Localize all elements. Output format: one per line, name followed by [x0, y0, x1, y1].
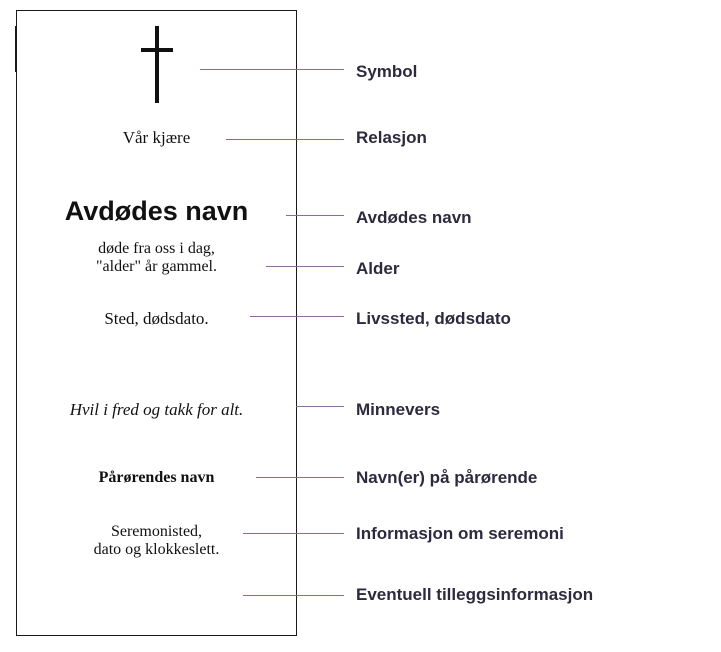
- relation-text: Vår kjære: [122, 128, 191, 147]
- leader-line-ceremony: [243, 533, 344, 534]
- label-relatives: Navn(er) på pårørende: [356, 468, 538, 487]
- place-date-text: Sted, dødsdato.: [104, 309, 209, 328]
- leader-line-relation: [226, 139, 344, 140]
- leader-line-name: [286, 215, 344, 216]
- age-line-1: døde fra oss i dag,: [98, 240, 215, 257]
- edge-mark: [15, 26, 17, 72]
- ceremony-text: [16, 523, 297, 559]
- leader-line-extra: [243, 595, 344, 596]
- leader-line-symbol: [200, 69, 344, 70]
- leader-line-relatives: [256, 477, 344, 478]
- label-extra: Eventuell tilleggsinformasjon: [356, 585, 594, 604]
- leader-line-age: [266, 266, 344, 267]
- label-symbol: Symbol: [356, 62, 418, 81]
- deceased-name-text: Avdødes navn: [64, 196, 249, 226]
- label-ceremony: Informasjon om seremoni: [356, 524, 564, 543]
- memorial-verse-text: Hvil i fred og takk for alt.: [69, 400, 244, 419]
- relatives-text: Pårørendes navn: [98, 469, 215, 486]
- label-relation: Relasjon: [356, 128, 427, 147]
- label-age: Alder: [356, 259, 400, 278]
- leader-line-verse: [296, 406, 344, 407]
- label-place-date: Livssted, dødsdato: [356, 309, 511, 328]
- age-text: [16, 240, 297, 276]
- label-name: Avdødes navn: [356, 208, 472, 227]
- label-verse: Minnevers: [356, 400, 441, 419]
- ceremony-line-1: Seremonisted,: [110, 523, 203, 540]
- leader-line-place-date: [250, 316, 344, 317]
- ceremony-line-2: dato og klokkeslett.: [93, 541, 220, 558]
- age-line-2: "alder" år gammel.: [95, 258, 217, 275]
